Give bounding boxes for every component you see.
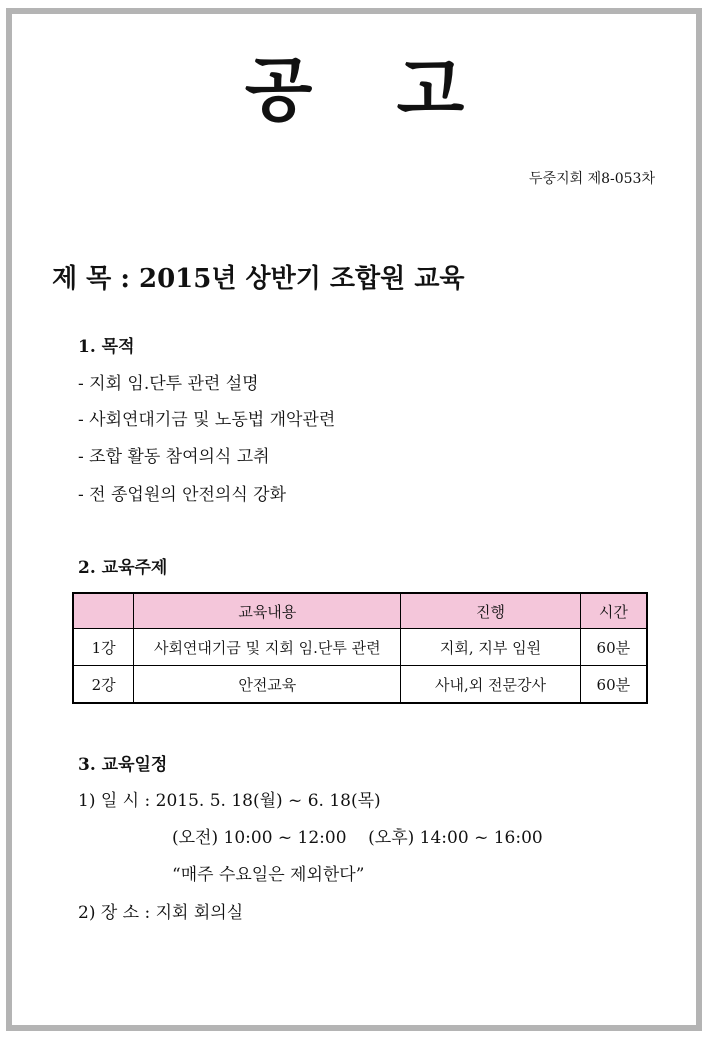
schedule-time-line: (오전) 10:00 ~ 12:00 (오후) 14:00 ~ 16:00 <box>172 828 543 848</box>
table-header-row <box>73 593 647 629</box>
section-schedule-heading: 3. 교육일정 <box>78 755 168 775</box>
table-row <box>73 629 647 666</box>
schedule-date-line: 1) 일 시 : 2015. 5. 18(월) ~ 6. 18(목) <box>78 791 381 811</box>
document-number: 두중지회 제8-053차 <box>529 171 655 187</box>
table-cell: 1강 <box>73 629 134 666</box>
purpose-item-2: - 사회연대기금 및 노동법 개악관련 <box>78 410 336 430</box>
purpose-item-1: - 지회 임.단투 관련 설명 <box>78 374 259 394</box>
purpose-item-3: - 조합 활동 참여의식 고취 <box>78 447 270 467</box>
table-cell: 2강 <box>73 666 134 704</box>
schedule-place-line: 2) 장 소 : 지회 회의실 <box>78 903 244 923</box>
table-cell: 안전교육 <box>134 666 401 704</box>
purpose-item-4: - 전 종업원의 안전의식 강화 <box>78 485 287 505</box>
table-cell: 사회연대기금 및 지회 임.단투 관련 <box>134 629 401 666</box>
table-row <box>73 666 647 704</box>
section-purpose-heading: 1. 목적 <box>78 337 135 357</box>
table-header-cell <box>73 593 134 629</box>
section-topics-heading: 2. 교육주제 <box>78 558 168 578</box>
page-title: 공 고 <box>244 49 495 131</box>
table-cell: 60분 <box>580 666 647 704</box>
table-cell: 사내,외 전문강사 <box>401 666 580 704</box>
table-cell: 60분 <box>580 629 647 666</box>
subject-line: 제 목 : 2015년 상반기 조합원 교육 <box>52 264 465 294</box>
table-header-cell: 진행 <box>401 593 580 629</box>
table-header-cell: 교육내용 <box>134 593 401 629</box>
table-cell: 지회, 지부 임원 <box>401 629 580 666</box>
table-header-cell: 시간 <box>580 593 647 629</box>
education-topics-table <box>72 592 648 704</box>
schedule-note-line: “매주 수요일은 제외한다” <box>172 865 365 885</box>
